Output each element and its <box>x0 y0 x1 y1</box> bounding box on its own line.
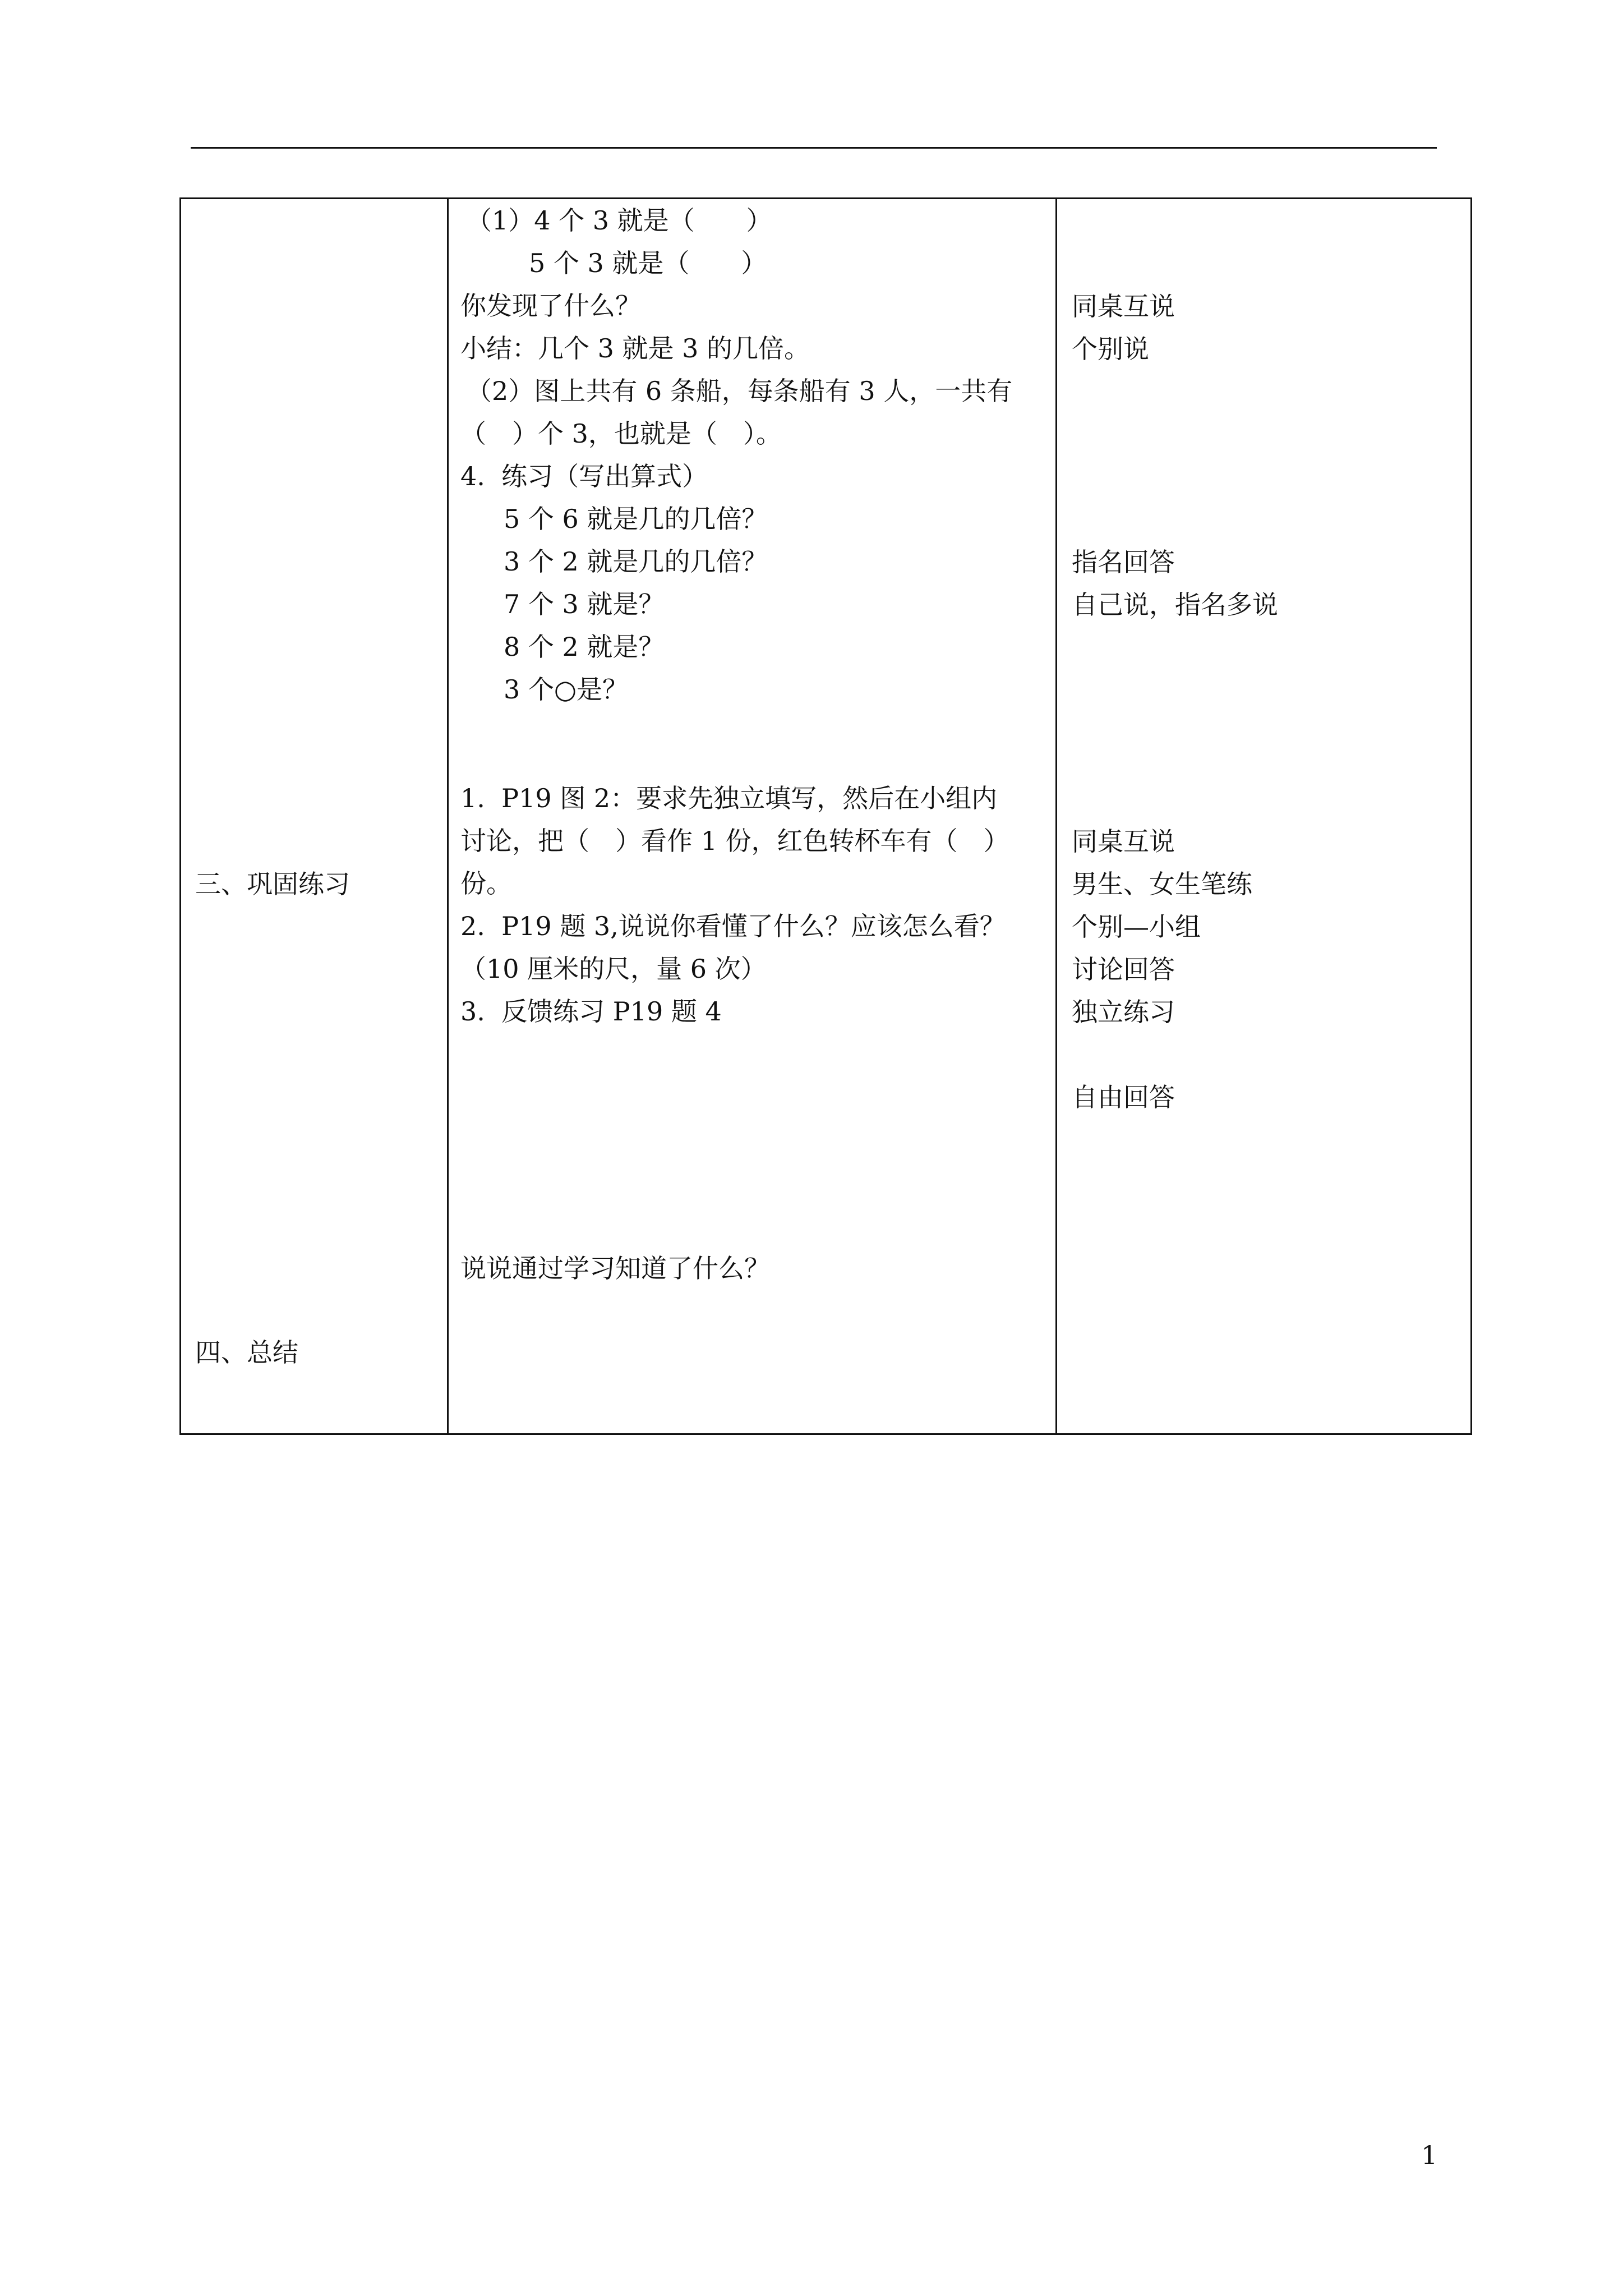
content-line: 2. P19 题 3,说说你看懂了什么？应该怎么看？ <box>460 911 1006 941</box>
activity-line: 男生、女生笔练 <box>1072 869 1252 899</box>
stage-practice: 三、巩固练习 <box>195 869 350 899</box>
activity-line: 自己说，指名多说 <box>1072 590 1278 620</box>
stage-summary: 四、总结 <box>195 1337 298 1368</box>
activity-line: 同桌互说 <box>1072 826 1175 857</box>
content-line: （ ）个 3，也就是（ ）。 <box>460 418 782 449</box>
content-line: （2）图上共有 6 条船，每条船有 3 人，一共有 <box>466 376 1013 406</box>
activity-line: 个别—小组 <box>1072 912 1201 942</box>
content-line: 份。 <box>460 868 512 899</box>
content-line: 1. P19 图 2：要求先独立填写，然后在小组内 <box>460 783 998 813</box>
content-line: （1）4 个 3 就是（ ） <box>466 205 772 236</box>
content-line: 讨论，把（ ）看作 1 份，红色转杯车有（ ） <box>460 826 1009 856</box>
content-line: 3 个 2 就是几的几倍？ <box>504 546 768 577</box>
content-line: 4. 练习（写出算式） <box>460 461 708 491</box>
content-line: 3. 反馈练习 P19 题 4 <box>460 996 722 1027</box>
content-line: 说说通过学习知道了什么？ <box>460 1253 770 1283</box>
activity-line: 同桌互说 <box>1072 291 1175 321</box>
header-rule <box>191 147 1437 149</box>
content-line: 8 个 2 就是？ <box>504 632 665 662</box>
content-line: 小结：几个 3 就是 3 的几倍。 <box>460 333 810 364</box>
content-line: 3 个○是？ <box>504 674 629 705</box>
activity-line: 个别说 <box>1072 334 1149 364</box>
content-line: 5 个 3 就是（ ） <box>529 248 767 278</box>
content-line: 你发现了什么？ <box>460 291 641 321</box>
activity-line: 讨论回答 <box>1072 954 1175 984</box>
column-divider <box>447 199 449 1433</box>
column-divider <box>1055 199 1057 1433</box>
content-line: （10 厘米的尺，量 6 次） <box>460 954 767 984</box>
content-line: 5 个 6 就是几的几倍？ <box>504 504 768 534</box>
activity-line: 自由回答 <box>1072 1082 1175 1112</box>
lesson-plan-table <box>179 197 1472 1435</box>
activity-line: 指名回答 <box>1072 547 1175 577</box>
content-line: 7 个 3 就是？ <box>504 589 665 619</box>
activity-line: 独立练习 <box>1072 997 1175 1027</box>
page-number: 1 <box>1421 2140 1438 2170</box>
